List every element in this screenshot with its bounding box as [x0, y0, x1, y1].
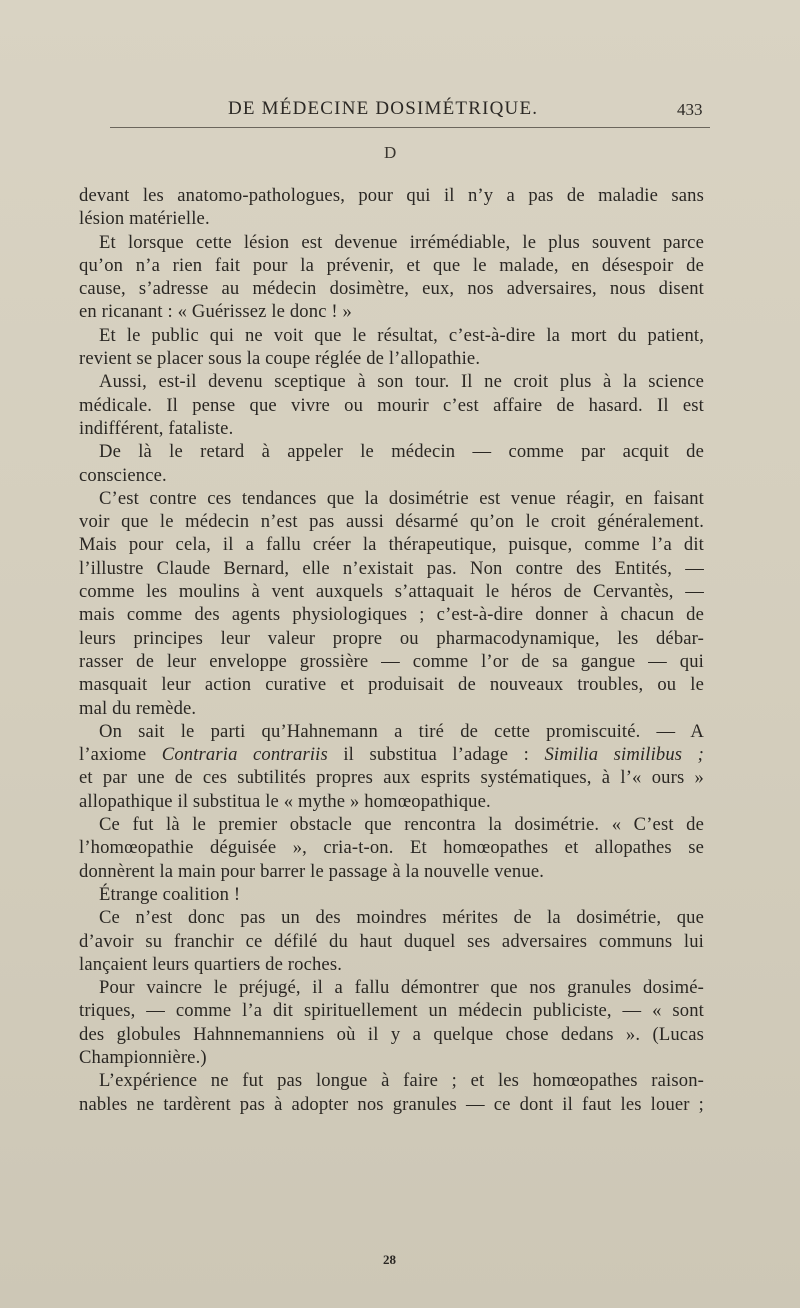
signature-mark-top: D — [384, 143, 397, 162]
text-line: mais comme des agents physiologiques ; c’est-à-dire donner à chacun de — [79, 604, 704, 626]
text-line: De là le retard à appeler le médecin — comme par acquit de — [99, 441, 704, 463]
text-line: et par une de ces subtilités propres aux esprits systématiques, à l’« ours » — [79, 767, 704, 789]
running-head: DE MÉDECINE DOSIMÉTRIQUE. — [228, 98, 539, 119]
text-line: C’est contre ces tendances que la dosimétrie est venue réagir, en faisant — [99, 487, 704, 509]
text-line: Aussi, est-il devenu sceptique à son tour. Il ne croit plus à la science — [99, 371, 704, 393]
text-line: l’illustre Claude Bernard, elle n’existait pas. Non contre des Entités, — — [79, 557, 704, 579]
text-line: Étrange coalition ! — [99, 883, 241, 905]
text-line: indifférent, fataliste. — [79, 417, 234, 439]
text-line: qu’on n’a rien fait pour la prévenir, et que le malade, en désespoir de — [79, 254, 704, 276]
header-rule — [110, 127, 710, 128]
page-header — [0, 98, 800, 128]
text-line: Et lorsque cette lésion est devenue irrémédiable, le plus souvent parce — [99, 231, 704, 253]
text-line: en ricanant : « Guérissez le donc ! » — [79, 301, 352, 323]
text-line: devant les anatomo-pathologues, pour qui il n’y a pas de maladie sans — [79, 185, 704, 206]
signature-mark-bottom: 28 — [383, 1252, 396, 1267]
text-line: Ce n’est donc pas un des moindres mérites de la dosimétrie, que — [99, 907, 704, 929]
text-line: cause, s’adresse au médecin dosimètre, eux, nos adversaires, nous disent — [79, 278, 704, 300]
text-line: Ce fut là le premier obstacle que rencontra la dosimétrie. « C’est de — [99, 814, 704, 836]
text-line: des globules Hahnnemanniens où il y a quelque chose dedans ». (Lucas — [79, 1023, 704, 1045]
text-line: allopathique il substitua le « mythe » homœopathique. — [79, 790, 491, 812]
text-line: comme les moulins à vent auxquels s’attaquait le héros de Cervantès, — — [79, 581, 704, 603]
text-line: nables ne tardèrent pas à adopter nos granules — ce dont il faut les louer ; — [79, 1093, 704, 1115]
text-line: Et le public qui ne voit que le résultat, c’est-à-dire la mort du patient, — [99, 324, 704, 346]
text-line: médicale. Il pense que vivre ou mourir c’est affaire de hasard. Il est — [79, 394, 704, 416]
text-line: masquait leur action curative et produisait de nouveaux troubles, ou le — [79, 674, 704, 696]
text-line: leurs principes leur valeur propre ou pharmacodynamique, les débar- — [79, 627, 704, 649]
text-line: conscience. — [79, 464, 167, 486]
text-line: lésion matérielle. — [79, 208, 210, 230]
text-line: voir que le médecin n’est pas aussi désarmé qu’on le croit généralement. — [79, 511, 704, 533]
text-line: triques, — comme l’a dit spirituellement un médecin publiciste, — « sont — [79, 1000, 704, 1022]
text-line: Mais pour cela, il a fallu créer la thérapeutique, puisque, comme l’a dit — [79, 534, 704, 556]
text-line: mal du remède. — [79, 697, 197, 719]
text-line: On sait le parti qu’Hahnemann a tiré de cette promiscuité. — A — [99, 720, 704, 742]
text-line: l’homœopathie déguisée », cria-t-on. Et homœopathes et allopathes se — [79, 837, 704, 859]
text-line: rasser de leur enveloppe grossière — comme l’or de sa gangue — qui — [79, 650, 704, 672]
text-line: donnèrent la main pour barrer le passage à la nouvelle venue. — [79, 860, 545, 882]
text-line: Pour vaincre le préjugé, il a fallu démontrer que nos granules dosimé- — [99, 977, 704, 999]
body-text — [79, 184, 704, 1116]
text-line: Championnière.) — [79, 1046, 207, 1068]
text-line: L’expérience ne fut pas longue à faire ; et les homœopathes raison- — [99, 1070, 704, 1092]
page-number: 433 — [677, 100, 703, 119]
text-line: lançaient leurs quartiers de roches. — [79, 953, 343, 975]
text-line: revient se placer sous la coupe réglée de l’allopathie. — [79, 348, 481, 370]
text-line: d’avoir su franchir ce défilé du haut duquel ses adversaires communs lui — [79, 930, 704, 952]
text-line: l’axiome Contraria contrariis il substitua l’adage : Similia similibus ; — [79, 744, 705, 766]
